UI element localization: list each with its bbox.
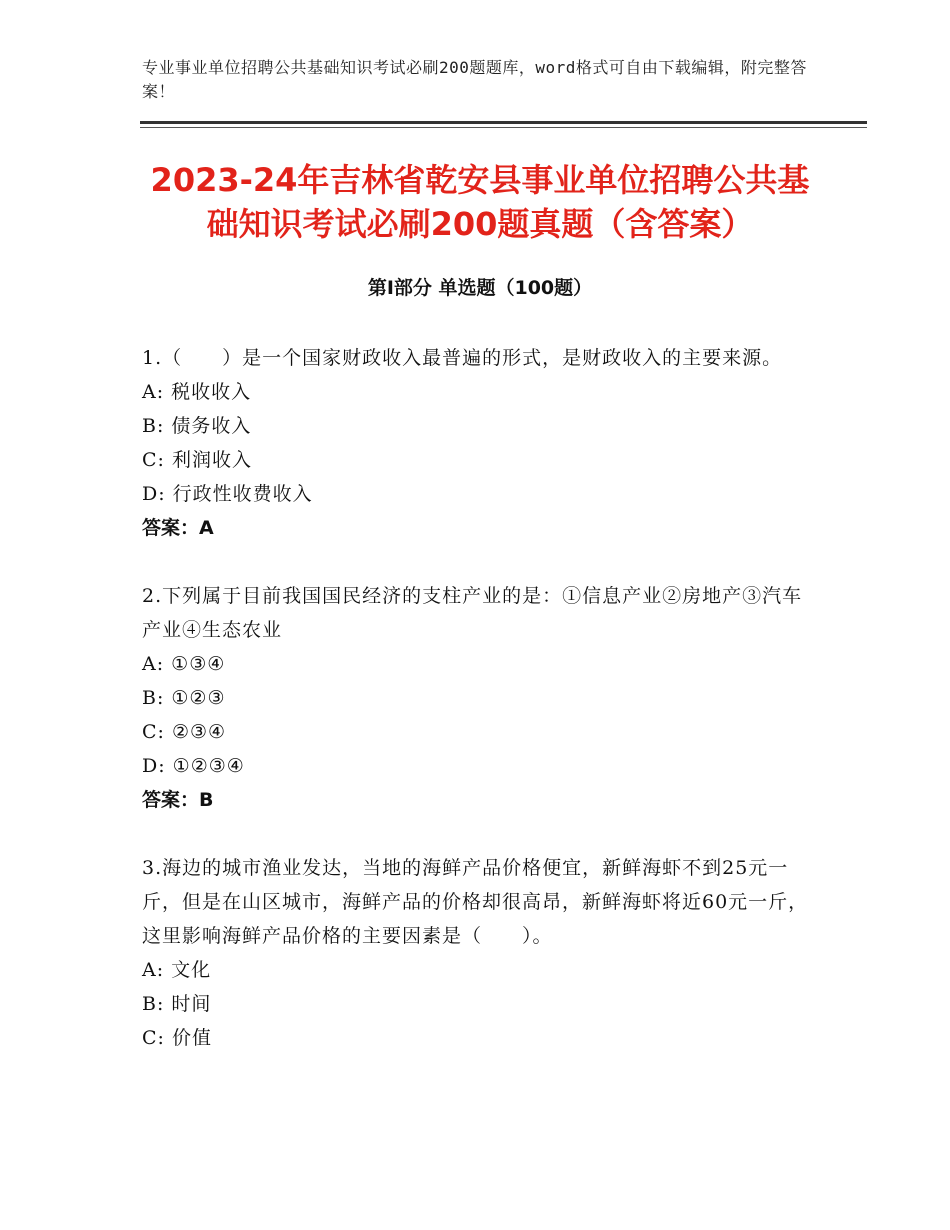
option-a: A: 税收收入	[142, 381, 252, 403]
answer: 答案：A	[142, 517, 214, 539]
option-b: B: ①②③	[142, 687, 226, 709]
document-title: 2023-24年吉林省乾安县事业单位招聘公共基础知识考试必刷200题真题（含答案）	[150, 161, 810, 243]
question-text: 3.海边的城市渔业发达，当地的海鲜产品价格便宜，新鲜海虾不到25元一斤，但是在山区城市，海鲜产品的价格却很高昂，新鲜海虾将近60元一斤，这里影响海鲜产品价格的主要因素是（ ）。	[142, 857, 809, 947]
option-d: D: ①②③④	[142, 755, 245, 777]
question-2	[142, 579, 822, 817]
option-a: A: ①③④	[142, 653, 226, 675]
option-d: D: 行政性收费收入	[142, 483, 313, 505]
question-list	[142, 341, 822, 1089]
option-c: C: ②③④	[142, 721, 227, 743]
question-3	[142, 851, 822, 1055]
header-divider-thick	[140, 121, 867, 124]
answer: 答案：B	[142, 789, 214, 811]
question-1	[142, 341, 822, 545]
option-b: B: 时间	[142, 993, 212, 1015]
header-divider-thin	[140, 127, 867, 128]
option-b: B: 债务收入	[142, 415, 252, 437]
option-c: C: 价值	[142, 1027, 212, 1049]
header-note: 专业事业单位招聘公共基础知识考试必刷200题题库，word格式可自由下载编辑，附完整答案！	[142, 58, 807, 101]
question-text: 1.（ ）是一个国家财政收入最普遍的形式，是财政收入的主要来源。	[142, 347, 783, 369]
section-heading: 第Ⅰ部分 单选题（100题）	[367, 277, 593, 299]
option-a: A: 文化	[142, 959, 212, 981]
question-text: 2.下列属于目前我国国民经济的支柱产业的是：①信息产业②房地产③汽车产业④生态农业	[142, 585, 803, 641]
option-c: C: 利润收入	[142, 449, 252, 471]
